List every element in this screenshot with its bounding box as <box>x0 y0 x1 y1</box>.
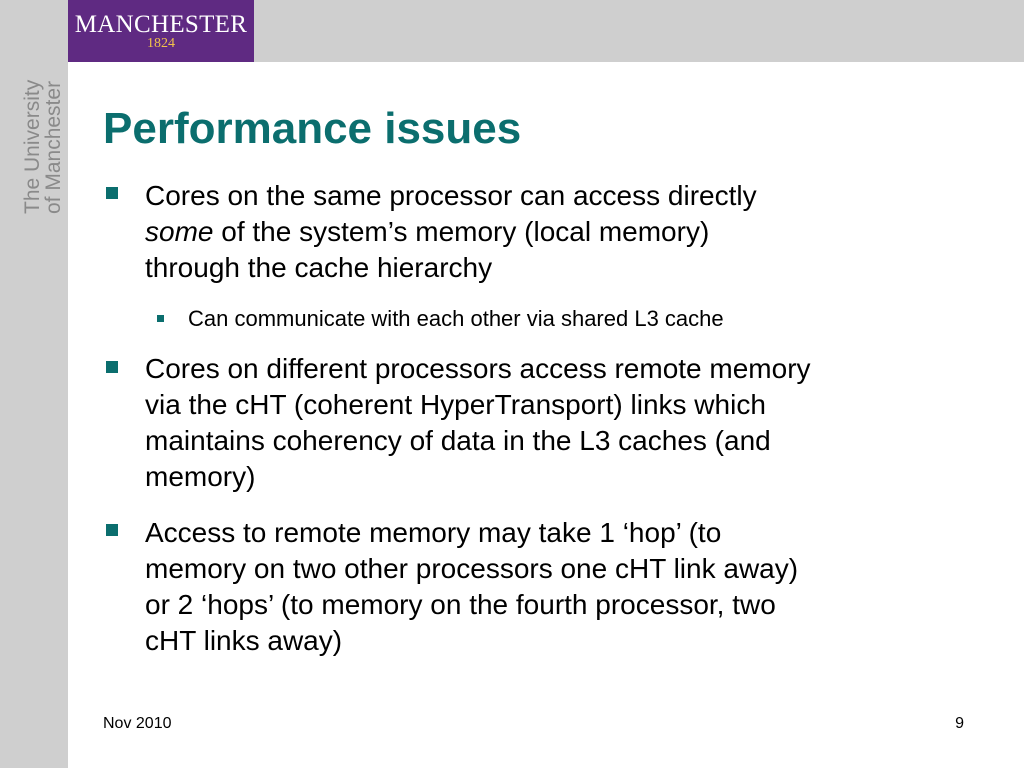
bullet-1-line-2 <box>145 214 975 250</box>
sub-bullet-1: Can communicate with each other via shared L3 cache <box>188 306 724 331</box>
vertical-wordmark-svg <box>6 62 65 222</box>
bullet-1-line-2-text: of the system’s memory (local memory) <box>213 216 710 247</box>
slide-title: Performance issues <box>103 104 522 153</box>
vertical-wordmark-line1: The University <box>21 79 44 214</box>
bullet-2-line-2: via the cHT (coherent HyperTransport) links which <box>145 389 766 420</box>
bullet-3 <box>145 515 975 659</box>
bullet-2-line-1: Cores on different processors access remote memory <box>145 353 811 384</box>
footer-date: Nov 2010 <box>103 715 172 732</box>
bullet-1 <box>145 178 975 286</box>
bullet-marker-1 <box>106 187 118 199</box>
university-vertical-wordmark <box>6 62 65 222</box>
bullet-2-line-3: maintains coherency of data in the L3 caches (and <box>145 425 771 456</box>
logo-wordmark: MANCHESTER <box>74 11 248 38</box>
logo-year: 1824 <box>147 36 175 51</box>
bullet-3-line-4: cHT links away) <box>145 625 343 656</box>
slide-number: 9 <box>955 715 964 732</box>
bullet-2 <box>145 351 975 495</box>
bullet-3-line-2: memory on two other processors one cHT link away) <box>145 553 799 584</box>
bullet-2-line-4: memory) <box>145 461 256 492</box>
bullet-1-line-1: Cores on the same processor can access directly <box>145 180 757 211</box>
bullet-marker-3 <box>106 524 118 536</box>
bullet-1-emphasis: some <box>145 216 214 247</box>
sub-bullet-marker <box>157 315 164 322</box>
bullet-1-line-3: through the cache hierarchy <box>145 252 493 283</box>
manchester-logo <box>68 0 254 62</box>
vertical-wordmark-line2: of Manchester <box>42 80 65 214</box>
bullet-3-line-3: or 2 ‘hops’ (to memory on the fourth processor, two <box>145 589 776 620</box>
bullet-3-line-1: Access to remote memory may take 1 ‘hop’ (to <box>145 517 722 548</box>
bullet-marker-2 <box>106 361 118 373</box>
